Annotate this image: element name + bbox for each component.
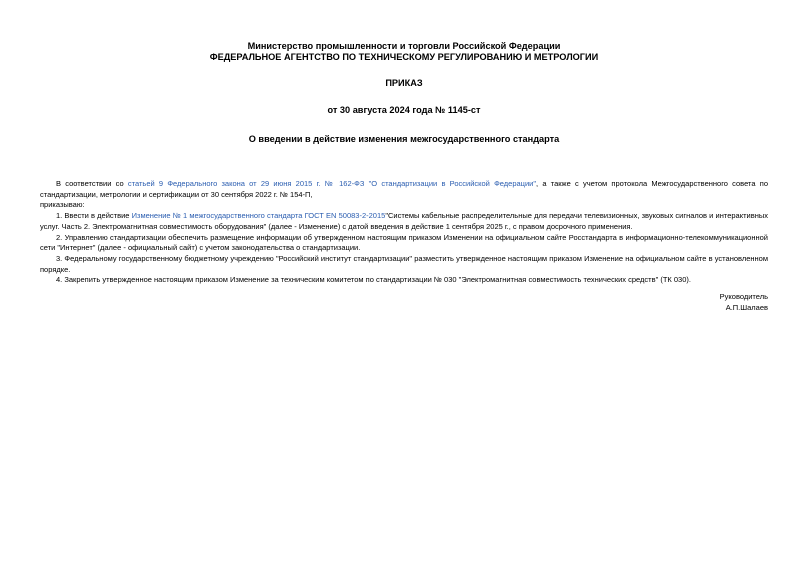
intro-text-before: В соответствии со [56, 179, 128, 188]
intro-text-after: , а также с учетом протокола Межгосударственного совета по стандартизации, метрологии и сертификации от 30 сентября 2022 г. № 154-П, [40, 179, 768, 199]
standard-change-link[interactable]: Изменение № 1 межгосударственного стандарта ГОСТ EN 50083-2-2015 [131, 211, 386, 220]
item-4: 4. Закрепить утвержденное настоящим приказом Изменение за техническим комитетом по стандартизации № 030 "Электромагнитная совместимость технических средств" (ТК 030). [56, 275, 691, 284]
item-2: 2. Управлению стандартизации обеспечить размещение информации об утвержденном настоящим приказом Изменении на официальном сайте Росстандарта в информационно-телекоммуникационной сети "Интернет" (далее - официальный сайт) с учетом законодательства о стандартизации. [40, 232, 768, 252]
order-body [40, 179, 768, 286]
intro-paragraph [40, 179, 768, 200]
order-subject: О введении в действие изменения межгосударственного стандарта [248, 134, 560, 144]
order-date: от 30 августа 2024 года № 1145-ст [327, 105, 481, 115]
document-page [40, 0, 768, 571]
signature-name: А.П.Шалаев [725, 302, 768, 312]
ministry-name: Министерство промышленности и торговли Российской Федерации [247, 41, 561, 51]
signature-block [40, 291, 768, 313]
order-title: ПРИКАЗ [385, 78, 423, 88]
item-1-before: 1. Ввести в действие [56, 211, 132, 220]
agency-name: ФЕДЕРАЛЬНОЕ АГЕНТСТВО ПО ТЕХНИЧЕСКОМУ РЕГУЛИРОВАНИЮ И МЕТРОЛОГИИ [209, 52, 599, 62]
item-1-after: "Системы кабельные распределительные для передачи телевизионных, звуковых сигналов и интерактивных услуг. Часть 2. Электромагнитная совместимость оборудования" (далее - Изменение) с датой введения в действие 1 сентября 2025 г., с правом досрочного применения. [40, 211, 768, 231]
item-3: 3. Федеральному государственному бюджетному учреждению "Российский институт стандартизации" разместить утвержденное настоящим приказом Изменение на официальном сайте в установленном порядке. [40, 254, 768, 274]
item-1 [40, 211, 768, 232]
signature-position: Руководитель [719, 291, 768, 301]
order-word: приказываю: [40, 200, 85, 209]
federal-law-link[interactable]: статьей 9 Федерального закона от 29 июня 2015 г. № 162-ФЗ "О стандартизации в Российской Федерации" [127, 179, 537, 188]
